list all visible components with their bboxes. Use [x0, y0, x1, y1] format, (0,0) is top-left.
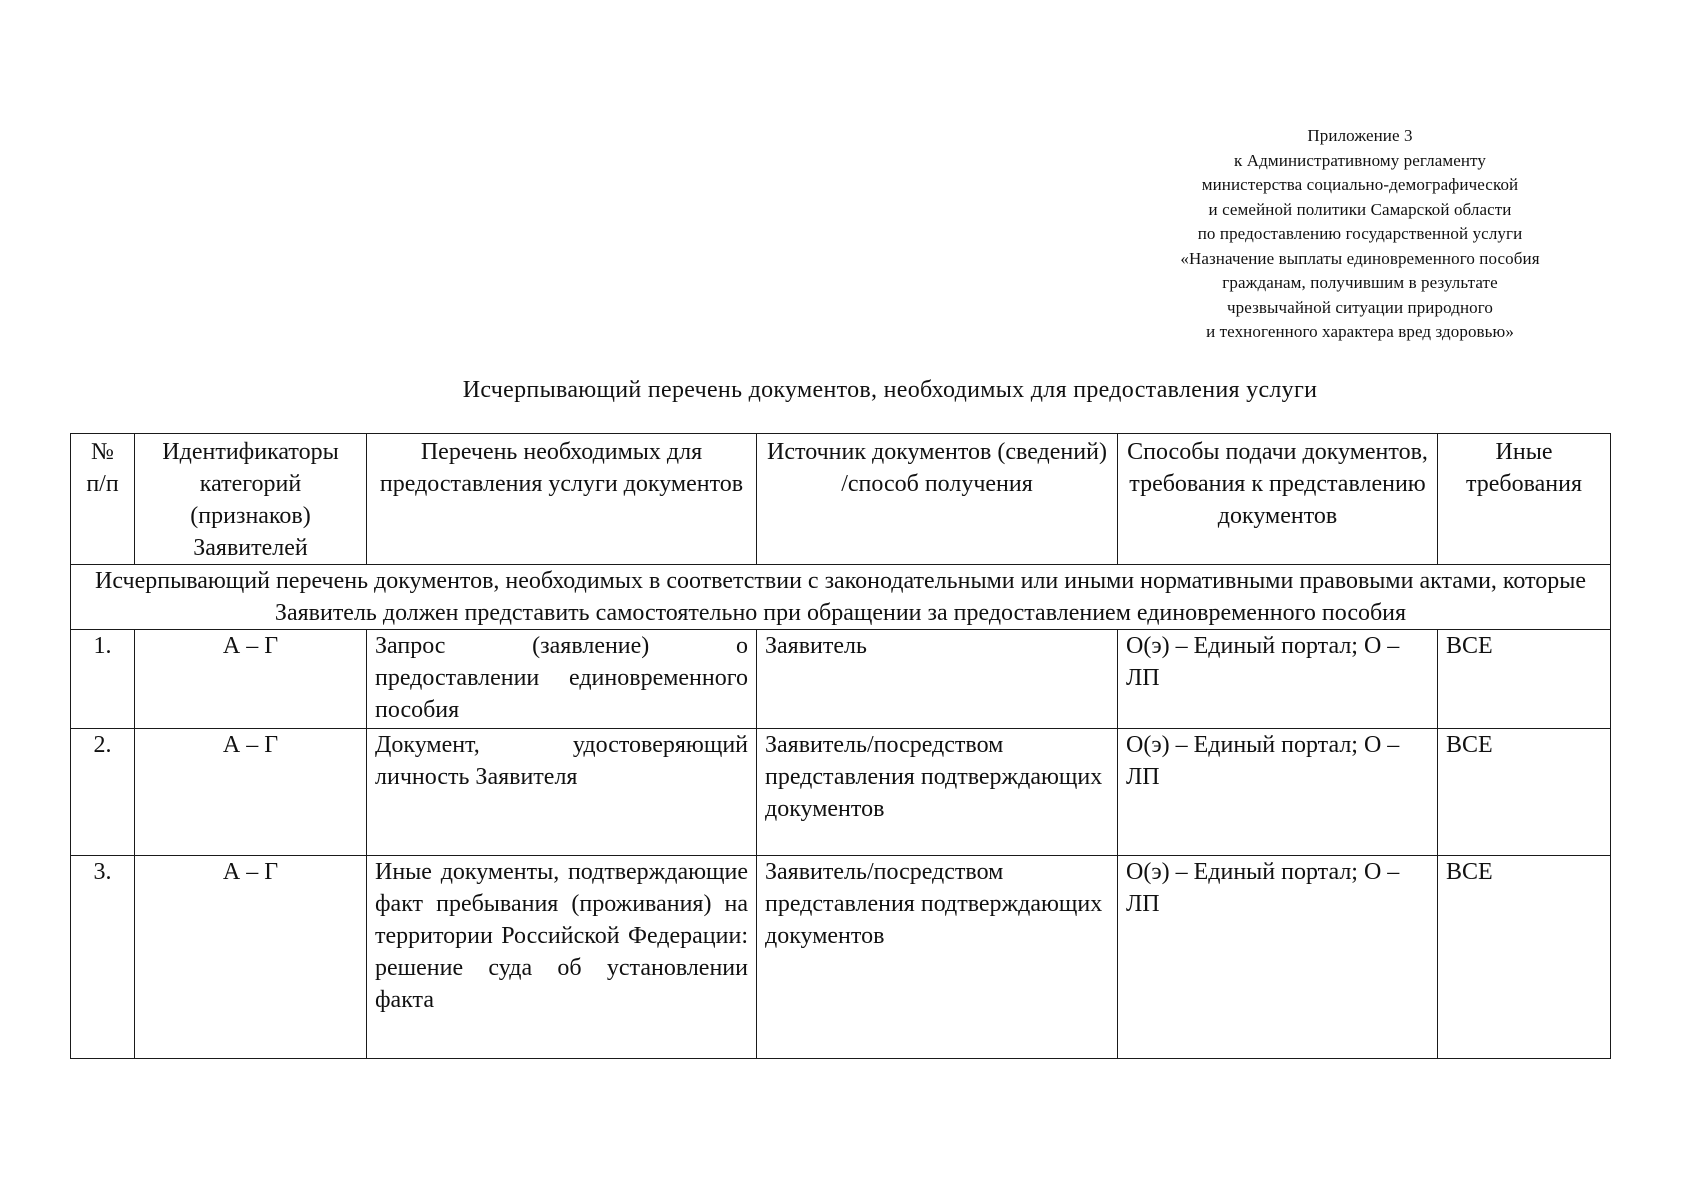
row-other: ВСЕ: [1438, 630, 1611, 729]
section-title: Исчерпывающий перечень документов, необходимых в соответствии с законодательными или иными нормативными правовыми актами, которые Заявитель должен представить самостоятельно при обращении за предоставлением единовременного пособия: [71, 565, 1611, 630]
header-source: Источник документов (сведений) /способ получения: [757, 434, 1118, 565]
row-number: 3.: [71, 856, 135, 1059]
table-row: [71, 729, 1611, 856]
attachment-line: «Назначение выплаты единовременного пособия: [1180, 248, 1540, 268]
attachment-header: [1090, 124, 1630, 345]
attachment-line: по предоставлению государственной услуги: [1197, 224, 1523, 243]
row-other: ВСЕ: [1438, 856, 1611, 1059]
row-source: Заявитель: [757, 630, 1118, 729]
attachment-line: и семейной политики Самарской области: [1208, 199, 1512, 219]
row-category: А – Г: [135, 630, 367, 729]
header-documents-list: Перечень необходимых для предоставления услуги документов: [367, 434, 757, 565]
table-header-row: [71, 434, 1611, 565]
row-document: Запрос (заявление) о предоставлении единовременного пособия: [367, 630, 757, 729]
section-row: [71, 565, 1611, 630]
attachment-line: гражданам, получившим в результате: [1222, 273, 1498, 292]
header-number: № п/п: [71, 434, 135, 565]
attachment-line: к Административному регламенту: [1234, 150, 1486, 170]
row-document: Документ, удостоверяющий личность Заявителя: [367, 729, 757, 856]
attachment-line: Приложение 3: [1307, 126, 1413, 145]
header-submission-methods: Способы подачи документов, требования к представлению документов: [1118, 434, 1438, 565]
header-other-requirements: Иные требования: [1438, 434, 1611, 565]
attachment-line: чрезвычайной ситуации природного: [1226, 297, 1494, 317]
row-source: Заявитель/посредством представления подтверждающих документов: [757, 856, 1118, 1059]
table-row: [71, 630, 1611, 729]
documents-table: [70, 433, 1611, 1059]
row-submission: О(э) – Единый портал; О – ЛП: [1118, 630, 1438, 729]
table-row: [71, 856, 1611, 1059]
row-category: А – Г: [135, 856, 367, 1059]
row-submission: О(э) – Единый портал; О – ЛП: [1118, 856, 1438, 1059]
row-source: Заявитель/посредством представления подтверждающих документов: [757, 729, 1118, 856]
row-number: 2.: [71, 729, 135, 856]
attachment-line: и техногенного характера вред здоровью»: [1206, 322, 1514, 341]
row-category: А – Г: [135, 729, 367, 856]
document-title: Исчерпывающий перечень документов, необходимых для предоставления услуги: [462, 377, 1318, 403]
row-document: Иные документы, подтверждающие факт пребывания (проживания) на территории Российской Федерации: решение суда об установлении факта: [367, 856, 757, 1059]
row-number: 1.: [71, 630, 135, 729]
attachment-line: министерства социально-демографической: [1201, 175, 1519, 194]
header-category-ids: Идентификаторы категорий (признаков) Заявителей: [135, 434, 367, 565]
row-submission: О(э) – Единый портал; О – ЛП: [1118, 729, 1438, 856]
row-other: ВСЕ: [1438, 729, 1611, 856]
